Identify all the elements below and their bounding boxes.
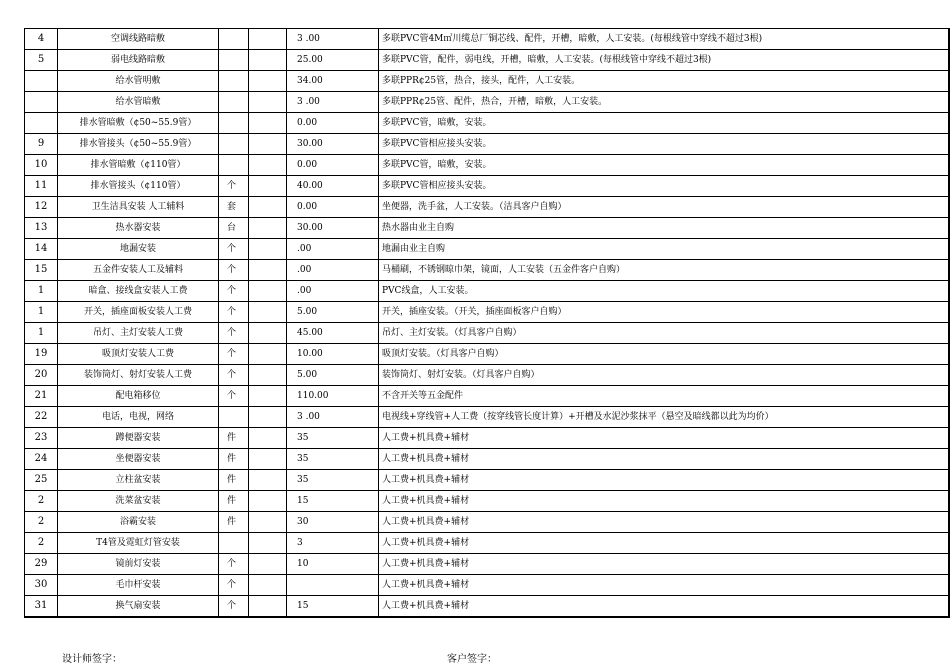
quote-table — [24, 28, 950, 618]
unit-cell: 个 — [219, 323, 249, 344]
amount-cell: 0.00 — [287, 155, 379, 176]
amount-cell: 40.00 — [287, 176, 379, 197]
row-number-cell: 30 — [25, 575, 58, 596]
amount-cell: 30.00 — [287, 134, 379, 155]
amount-cell: .00 — [287, 239, 379, 260]
description-cell: 热水器由业主自购 — [379, 218, 949, 239]
unit-cell: 个 — [219, 596, 249, 618]
row-number-cell: 4 — [25, 29, 58, 50]
amount-cell: 3 — [287, 533, 379, 554]
amount-cell: 15 — [287, 596, 379, 618]
table-row — [25, 365, 949, 386]
description-cell: 人工费+机具费+辅材 — [379, 428, 949, 449]
amount-cell: 5.00 — [287, 365, 379, 386]
blank-cell — [249, 92, 287, 113]
item-name-cell: 吊灯、主灯安装人工费 — [58, 323, 219, 344]
description-cell: 多联PVC管相应接头安装。 — [379, 176, 949, 197]
item-name-cell: 浴霸安装 — [58, 512, 219, 533]
item-name-cell: 空调线路暗敷 — [58, 29, 219, 50]
description-cell: 人工费+机具费+辅材 — [379, 470, 949, 491]
row-number-cell: 24 — [25, 449, 58, 470]
blank-cell — [249, 71, 287, 92]
table-row — [25, 470, 949, 491]
amount-cell: .00 — [287, 260, 379, 281]
unit-cell: 件 — [219, 470, 249, 491]
row-number-cell: 22 — [25, 407, 58, 428]
table-row — [25, 407, 949, 428]
description-cell: 多联PPR¢25管、配件，热合，开槽，暗敷，人工安装。 — [379, 92, 949, 113]
row-number-cell: 12 — [25, 197, 58, 218]
amount-cell: .00 — [287, 281, 379, 302]
table-row — [25, 260, 949, 281]
unit-cell — [219, 71, 249, 92]
unit-cell: 台 — [219, 218, 249, 239]
blank-cell — [249, 575, 287, 596]
table-row — [25, 92, 949, 113]
table-row — [25, 386, 949, 407]
description-cell: 地漏由业主自购 — [379, 239, 949, 260]
amount-cell: 0.00 — [287, 197, 379, 218]
description-cell: 人工费+机具费+辅材 — [379, 596, 949, 618]
table-row — [25, 491, 949, 512]
description-cell: 吸顶灯安装。（灯具客户自购） — [379, 344, 949, 365]
description-cell: 多联PVC管，配件，弱电线，开槽，暗敷，人工安装。(每根线管中穿线不超过3根) — [379, 50, 949, 71]
unit-cell: 件 — [219, 491, 249, 512]
blank-cell — [249, 407, 287, 428]
table-row — [25, 281, 949, 302]
unit-cell: 个 — [219, 176, 249, 197]
table-row — [25, 302, 949, 323]
table-row — [25, 575, 949, 596]
item-name-cell: 排水管接头（¢110管） — [58, 176, 219, 197]
row-number-cell — [25, 71, 58, 92]
item-name-cell: 给水管明敷 — [58, 71, 219, 92]
description-cell: 多联PPR¢25管，热合，接头，配件，人工安装。 — [379, 71, 949, 92]
row-number-cell: 2 — [25, 533, 58, 554]
amount-cell: 35 — [287, 470, 379, 491]
table-row — [25, 512, 949, 533]
table-row — [25, 197, 949, 218]
blank-cell — [249, 134, 287, 155]
description-cell: 多联PVC管相应接头安装。 — [379, 134, 949, 155]
unit-cell — [219, 155, 249, 176]
item-name-cell: 地漏安装 — [58, 239, 219, 260]
unit-cell — [219, 50, 249, 71]
table-row — [25, 71, 949, 92]
row-number-cell: 21 — [25, 386, 58, 407]
amount-cell: 10 — [287, 554, 379, 575]
row-number-cell: 29 — [25, 554, 58, 575]
amount-cell: 30 — [287, 512, 379, 533]
row-number-cell: 13 — [25, 218, 58, 239]
amount-cell: 34.00 — [287, 71, 379, 92]
row-number-cell: 19 — [25, 344, 58, 365]
unit-cell: 个 — [219, 260, 249, 281]
item-name-cell: 开关，插座面板安装人工费 — [58, 302, 219, 323]
row-number-cell: 5 — [25, 50, 58, 71]
blank-cell — [249, 596, 287, 618]
item-name-cell: 五金件安装人工及辅料 — [58, 260, 219, 281]
table-row — [25, 533, 949, 554]
item-name-cell: 坐便器安装 — [58, 449, 219, 470]
description-cell: 吊灯、主灯安装。（灯具客户自购） — [379, 323, 949, 344]
item-name-cell: 电话，电视，网络 — [58, 407, 219, 428]
item-name-cell: 换气扇安装 — [58, 596, 219, 618]
description-cell: 马桶刷，不锈钢晾巾架，镜面，人工安装（五金件客户自购） — [379, 260, 949, 281]
blank-cell — [249, 113, 287, 134]
amount-cell: 3 .00 — [287, 92, 379, 113]
blank-cell — [249, 428, 287, 449]
description-cell: 多联PVC管4M㎡川缆总厂铜芯线、配件，开槽，暗敷，人工安装。(每根线管中穿线不超过3根) — [379, 29, 949, 50]
item-name-cell: 镜前灯安装 — [58, 554, 219, 575]
row-number-cell: 2 — [25, 512, 58, 533]
unit-cell — [219, 29, 249, 50]
blank-cell — [249, 365, 287, 386]
unit-cell: 套 — [219, 197, 249, 218]
unit-cell — [219, 533, 249, 554]
table-row — [25, 134, 949, 155]
unit-cell: 件 — [219, 512, 249, 533]
blank-cell — [249, 281, 287, 302]
designer-signature-label: 设计师签字： — [62, 654, 122, 665]
blank-cell — [249, 176, 287, 197]
table-row — [25, 449, 949, 470]
blank-cell — [249, 302, 287, 323]
description-cell: 人工费+机具费+辅材 — [379, 575, 949, 596]
amount-cell: 3 .00 — [287, 29, 379, 50]
row-number-cell: 20 — [25, 365, 58, 386]
table-row — [25, 176, 949, 197]
description-cell: 开关，插座安装。（开关，插座面板客户自购） — [379, 302, 949, 323]
table-row — [25, 344, 949, 365]
item-name-cell: 热水器安装 — [58, 218, 219, 239]
row-number-cell: 2 — [25, 491, 58, 512]
row-number-cell — [25, 92, 58, 113]
row-number-cell: 14 — [25, 239, 58, 260]
item-name-cell: 装饰筒灯、射灯安装人工费 — [58, 365, 219, 386]
blank-cell — [249, 260, 287, 281]
table-row — [25, 113, 949, 134]
item-name-cell: 立柱盆安装 — [58, 470, 219, 491]
table-row — [25, 428, 949, 449]
row-number-cell: 11 — [25, 176, 58, 197]
blank-cell — [249, 239, 287, 260]
table-row — [25, 239, 949, 260]
unit-cell: 个 — [219, 239, 249, 260]
blank-cell — [249, 344, 287, 365]
description-cell: 人工费+机具费+辅材 — [379, 449, 949, 470]
table-row — [25, 218, 949, 239]
table-row — [25, 50, 949, 71]
blank-cell — [249, 323, 287, 344]
description-cell: 装饰筒灯、射灯安装。（灯具客户自购） — [379, 365, 949, 386]
item-name-cell: 暗盒、接线盒安装人工费 — [58, 281, 219, 302]
item-name-cell: T4管及霓虹灯管安装 — [58, 533, 219, 554]
row-number-cell — [25, 113, 58, 134]
row-number-cell: 1 — [25, 323, 58, 344]
description-cell: 坐便器，洗手盆，人工安装。（洁具客户自购） — [379, 197, 949, 218]
unit-cell: 个 — [219, 281, 249, 302]
item-name-cell: 吸顶灯安装人工费 — [58, 344, 219, 365]
blank-cell — [249, 218, 287, 239]
table-row — [25, 29, 949, 50]
item-name-cell: 给水管暗敷 — [58, 92, 219, 113]
amount-cell: 10.00 — [287, 344, 379, 365]
table-row — [25, 596, 949, 618]
amount-cell: 110.00 — [287, 386, 379, 407]
blank-cell — [249, 533, 287, 554]
item-name-cell: 卫生洁具安装 人工辅料 — [58, 197, 219, 218]
unit-cell — [219, 134, 249, 155]
amount-cell: 15 — [287, 491, 379, 512]
amount-cell: 45.00 — [287, 323, 379, 344]
blank-cell — [249, 470, 287, 491]
unit-cell: 个 — [219, 365, 249, 386]
unit-cell: 个 — [219, 575, 249, 596]
row-number-cell: 9 — [25, 134, 58, 155]
blank-cell — [249, 491, 287, 512]
item-name-cell: 洗菜盆安装 — [58, 491, 219, 512]
amount-cell — [287, 575, 379, 596]
amount-cell: 35 — [287, 428, 379, 449]
amount-cell: 25.00 — [287, 50, 379, 71]
blank-cell — [249, 512, 287, 533]
blank-cell — [249, 386, 287, 407]
description-cell: 多联PVC管，暗敷，安装。 — [379, 113, 949, 134]
blank-cell — [249, 554, 287, 575]
unit-cell — [219, 113, 249, 134]
table-row — [25, 323, 949, 344]
item-name-cell: 蹲便器安装 — [58, 428, 219, 449]
row-number-cell: 25 — [25, 470, 58, 491]
unit-cell — [219, 92, 249, 113]
table-row — [25, 155, 949, 176]
unit-cell: 件 — [219, 428, 249, 449]
description-cell: 人工费+机具费+辅材 — [379, 554, 949, 575]
unit-cell: 个 — [219, 386, 249, 407]
description-cell: PVC线盒，人工安装。 — [379, 281, 949, 302]
amount-cell: 5.00 — [287, 302, 379, 323]
row-number-cell: 31 — [25, 596, 58, 618]
unit-cell: 个 — [219, 344, 249, 365]
blank-cell — [249, 50, 287, 71]
unit-cell: 个 — [219, 302, 249, 323]
blank-cell — [249, 197, 287, 218]
description-cell: 人工费+机具费+辅材 — [379, 491, 949, 512]
unit-cell: 件 — [219, 449, 249, 470]
row-number-cell: 23 — [25, 428, 58, 449]
row-number-cell: 1 — [25, 302, 58, 323]
amount-cell: 0.00 — [287, 113, 379, 134]
description-cell: 人工费+机具费+辅材 — [379, 533, 949, 554]
description-cell: 人工费+机具费+辅材 — [379, 512, 949, 533]
amount-cell: 30.00 — [287, 218, 379, 239]
item-name-cell: 弱电线路暗敷 — [58, 50, 219, 71]
item-name-cell: 毛巾杆安装 — [58, 575, 219, 596]
description-cell: 不含开关等五金配件 — [379, 386, 949, 407]
item-name-cell: 排水管暗敷（¢110管） — [58, 155, 219, 176]
row-number-cell: 1 — [25, 281, 58, 302]
blank-cell — [249, 29, 287, 50]
unit-cell: 个 — [219, 554, 249, 575]
item-name-cell: 排水管暗敷（¢50~55.9管） — [58, 113, 219, 134]
row-number-cell: 15 — [25, 260, 58, 281]
amount-cell: 35 — [287, 449, 379, 470]
blank-cell — [249, 449, 287, 470]
item-name-cell: 排水管接头（¢50~55.9管） — [58, 134, 219, 155]
customer-signature-label: 客户签字： — [447, 654, 497, 665]
row-number-cell: 10 — [25, 155, 58, 176]
description-cell: 多联PVC管，暗敷，安装。 — [379, 155, 949, 176]
table-row — [25, 554, 949, 575]
blank-cell — [249, 155, 287, 176]
item-name-cell: 配电箱移位 — [58, 386, 219, 407]
unit-cell — [219, 407, 249, 428]
description-cell: 电视线+穿线管+人工费（按穿线管长度计算）+开槽及水泥沙浆抹平（悬空及暗线都以此为均价） — [379, 407, 949, 428]
amount-cell: 3 .00 — [287, 407, 379, 428]
